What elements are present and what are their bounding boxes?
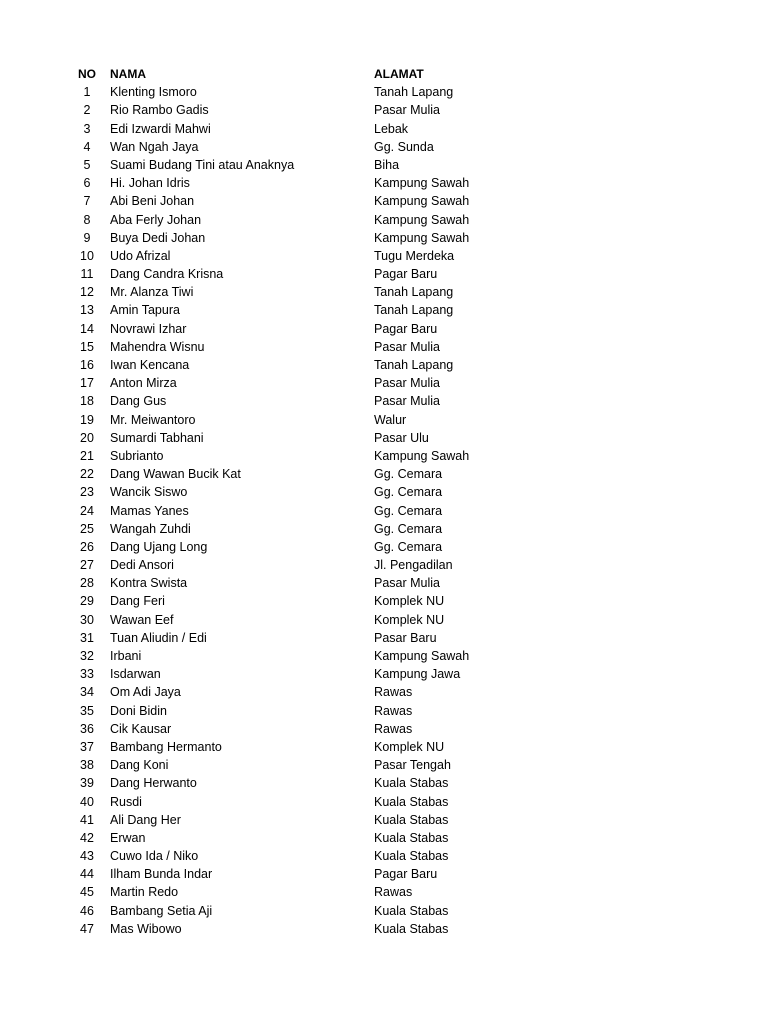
row-name: Irbani xyxy=(110,649,142,663)
row-name: Dang Gus xyxy=(110,394,167,409)
table-row xyxy=(0,229,768,247)
row-name: Buya Dedi Johan xyxy=(110,230,206,245)
row-name: Om Adi Jaya xyxy=(110,685,181,700)
row-address: Tanah Lapang xyxy=(374,303,454,318)
row-name: Rusdi xyxy=(110,794,142,809)
row-name: Rio Rambo Gadis xyxy=(110,103,209,118)
row-number: 5 xyxy=(83,157,91,172)
table-row xyxy=(0,265,768,283)
table-row xyxy=(0,83,768,101)
row-address: Tanah Lapang xyxy=(374,358,454,372)
table-row xyxy=(0,374,768,392)
table-row xyxy=(0,411,768,429)
table-row xyxy=(0,774,768,792)
row-address: Kuala Stabas xyxy=(374,903,449,918)
row-number: 30 xyxy=(80,612,94,627)
row-address: Lebak xyxy=(374,121,409,136)
row-number: 2 xyxy=(83,103,91,118)
row-number: 12 xyxy=(80,285,94,300)
row-address: Pagar Baru xyxy=(374,321,438,336)
row-number: 43 xyxy=(80,849,94,864)
table-row xyxy=(0,665,768,683)
row-number: 26 xyxy=(80,539,94,554)
row-number: 32 xyxy=(80,649,94,663)
row-name: Bambang Hermanto xyxy=(110,739,222,754)
row-number: 42 xyxy=(80,830,94,845)
table-row xyxy=(0,902,768,920)
row-name: Cik Kausar xyxy=(110,721,172,736)
row-name: Aba Ferly Johan xyxy=(110,212,202,227)
row-number: 34 xyxy=(80,685,94,700)
header-nama: NAMA xyxy=(110,67,146,81)
table-row xyxy=(0,356,768,374)
row-name: Dang Wawan Bucik Kat xyxy=(110,467,241,482)
row-number: 7 xyxy=(83,194,91,209)
table-row xyxy=(0,502,768,520)
row-address: Komplek NU xyxy=(374,594,445,609)
row-number: 18 xyxy=(80,394,94,409)
row-name: Wangah Zuhdi xyxy=(110,521,191,536)
row-number: 3 xyxy=(83,121,91,136)
row-name: Sumardi Tabhani xyxy=(110,430,204,445)
table-row xyxy=(0,556,768,574)
table-row xyxy=(0,538,768,556)
table-body xyxy=(0,83,768,938)
row-number: 36 xyxy=(80,721,94,736)
row-address: Rawas xyxy=(374,703,413,718)
row-address: Pasar Baru xyxy=(374,630,437,645)
table-row xyxy=(0,447,768,465)
row-number: 16 xyxy=(80,358,94,372)
row-name: Anton Mirza xyxy=(110,376,177,391)
row-address: Pagar Baru xyxy=(374,267,438,282)
row-name: Wawan Eef xyxy=(110,612,174,627)
row-number: 1 xyxy=(83,85,91,100)
row-name: Doni Bidin xyxy=(110,703,167,718)
row-number: 28 xyxy=(80,576,94,591)
row-address: Kampung Sawah xyxy=(374,212,470,227)
row-address: Pasar Tengah xyxy=(374,758,451,773)
table-row xyxy=(0,865,768,883)
row-number: 33 xyxy=(80,667,94,682)
row-name: Dang Ujang Long xyxy=(110,539,208,554)
row-number: 40 xyxy=(80,794,94,809)
row-name: Dang Candra Krisna xyxy=(110,267,224,282)
row-number: 15 xyxy=(80,339,94,354)
row-number: 37 xyxy=(80,739,94,754)
table-row xyxy=(0,283,768,301)
row-address: Kampung Jawa xyxy=(374,667,461,682)
row-address: Kuala Stabas xyxy=(374,921,449,936)
row-name: Dang Herwanto xyxy=(110,776,197,791)
row-name: Iwan Kencana xyxy=(110,358,190,372)
row-address: Komplek NU xyxy=(374,739,445,754)
row-name: Mamas Yanes xyxy=(110,503,189,518)
row-address: Kuala Stabas xyxy=(374,849,449,864)
row-number: 11 xyxy=(80,267,94,282)
table-row xyxy=(0,138,768,156)
row-address: Tanah Lapang xyxy=(374,285,454,300)
row-number: 8 xyxy=(83,212,91,227)
row-address: Walur xyxy=(374,412,407,427)
table-row xyxy=(0,683,768,701)
row-number: 35 xyxy=(80,703,94,718)
table-row xyxy=(0,101,768,119)
row-address: Kuala Stabas xyxy=(374,794,449,809)
row-address: Kampung Sawah xyxy=(374,176,470,191)
table-row xyxy=(0,592,768,610)
row-name: Tuan Aliudin / Edi xyxy=(110,630,207,645)
row-address: Pasar Ulu xyxy=(374,430,429,445)
row-number: 10 xyxy=(80,248,94,263)
row-name: Kontra Swista xyxy=(110,576,188,591)
name-address-table xyxy=(0,65,768,938)
row-address: Gg. Cemara xyxy=(374,485,443,500)
row-address: Pasar Mulia xyxy=(374,339,440,354)
row-address: Rawas xyxy=(374,721,413,736)
table-row xyxy=(0,429,768,447)
row-address: Kuala Stabas xyxy=(374,830,449,845)
row-name: Edi Izwardi Mahwi xyxy=(110,121,211,136)
row-address: Kampung Sawah xyxy=(374,230,470,245)
row-number: 6 xyxy=(83,176,91,191)
row-address: Kampung Sawah xyxy=(374,448,470,463)
row-number: 46 xyxy=(80,903,94,918)
row-address: Pasar Mulia xyxy=(374,376,440,391)
row-number: 39 xyxy=(80,776,94,791)
row-number: 24 xyxy=(80,503,94,518)
table-row xyxy=(0,720,768,738)
row-address: Rawas xyxy=(374,685,413,700)
table-row xyxy=(0,247,768,265)
table-row xyxy=(0,756,768,774)
table-row xyxy=(0,320,768,338)
table-row xyxy=(0,629,768,647)
row-number: 9 xyxy=(83,230,91,245)
row-number: 41 xyxy=(80,812,94,827)
row-address: Rawas xyxy=(374,885,413,900)
row-address: Pasar Mulia xyxy=(374,103,440,118)
row-name: Dang Feri xyxy=(110,594,165,609)
table-row xyxy=(0,811,768,829)
row-name: Udo Afrizal xyxy=(110,248,171,263)
row-name: Abi Beni Johan xyxy=(110,194,195,209)
row-address: Komplek NU xyxy=(374,612,445,627)
row-number: 44 xyxy=(80,867,94,882)
row-number: 17 xyxy=(80,376,94,391)
table-row xyxy=(0,829,768,847)
row-name: Klenting Ismoro xyxy=(110,85,197,100)
row-address: Gg. Cemara xyxy=(374,539,443,554)
row-address: Tugu Merdeka xyxy=(374,248,455,263)
table-row xyxy=(0,465,768,483)
row-address: Gg. Cemara xyxy=(374,467,443,482)
table-row xyxy=(0,647,768,665)
row-address: Gg. Sunda xyxy=(374,139,434,154)
row-name: Martin Redo xyxy=(110,885,179,900)
table-row xyxy=(0,793,768,811)
table-row xyxy=(0,156,768,174)
row-name: Subrianto xyxy=(110,448,164,463)
header-no: NO xyxy=(78,67,96,81)
row-name: Mahendra Wisnu xyxy=(110,339,205,354)
row-name: Amin Tapura xyxy=(110,303,180,318)
row-name: Ali Dang Her xyxy=(110,812,181,827)
row-address: Kampung Sawah xyxy=(374,194,470,209)
header-alamat: ALAMAT xyxy=(374,67,424,81)
table-row xyxy=(0,574,768,592)
row-number: 19 xyxy=(80,412,94,427)
table-row xyxy=(0,847,768,865)
table-row xyxy=(0,174,768,192)
table-row xyxy=(0,192,768,210)
row-number: 22 xyxy=(80,467,94,482)
row-number: 29 xyxy=(80,594,94,609)
row-number: 23 xyxy=(80,485,94,500)
row-name: Mr. Meiwantoro xyxy=(110,412,196,427)
table-row xyxy=(0,301,768,319)
row-name: Suami Budang Tini atau Anaknya xyxy=(110,157,295,172)
row-number: 31 xyxy=(80,630,94,645)
row-name: Wancik Siswo xyxy=(110,485,188,500)
row-number: 27 xyxy=(80,558,94,573)
row-number: 38 xyxy=(80,758,94,773)
row-name: Erwan xyxy=(110,830,146,845)
table-row xyxy=(0,392,768,410)
table-header-row xyxy=(0,65,768,83)
row-name: Cuwo Ida / Niko xyxy=(110,849,199,864)
table-row xyxy=(0,520,768,538)
table-row xyxy=(0,611,768,629)
row-address: Jl. Pengadilan xyxy=(374,558,453,573)
row-number: 13 xyxy=(80,303,94,318)
row-name: Mas Wibowo xyxy=(110,921,182,936)
row-name: Isdarwan xyxy=(110,667,161,682)
row-address: Gg. Cemara xyxy=(374,521,443,536)
row-number: 47 xyxy=(80,921,94,936)
row-name: Wan Ngah Jaya xyxy=(110,139,199,154)
row-address: Biha xyxy=(374,157,400,172)
row-address: Kuala Stabas xyxy=(374,812,449,827)
row-name: Hi. Johan Idris xyxy=(110,176,190,191)
row-address: Tanah Lapang xyxy=(374,85,454,100)
row-number: 21 xyxy=(80,448,94,463)
table-row xyxy=(0,883,768,901)
row-address: Kuala Stabas xyxy=(374,776,449,791)
row-name: Dang Koni xyxy=(110,758,169,773)
row-name: Dedi Ansori xyxy=(110,558,174,573)
row-number: 25 xyxy=(80,521,94,536)
row-name: Bambang Setia Aji xyxy=(110,903,213,918)
row-address: Gg. Cemara xyxy=(374,503,443,518)
row-name: Novrawi Izhar xyxy=(110,321,187,336)
row-number: 45 xyxy=(80,885,94,900)
row-number: 4 xyxy=(83,139,91,154)
row-address: Pasar Mulia xyxy=(374,394,440,409)
row-number: 14 xyxy=(80,321,94,336)
row-address: Pagar Baru xyxy=(374,867,438,882)
table-row xyxy=(0,483,768,501)
table-row xyxy=(0,920,768,938)
row-address: Pasar Mulia xyxy=(374,576,440,591)
table-row xyxy=(0,702,768,720)
row-name: Mr. Alanza Tiwi xyxy=(110,285,194,300)
table-row xyxy=(0,738,768,756)
row-name: Ilham Bunda Indar xyxy=(110,867,213,882)
table-row xyxy=(0,211,768,229)
row-address: Kampung Sawah xyxy=(374,649,470,663)
table-row xyxy=(0,338,768,356)
table-row xyxy=(0,120,768,138)
row-number: 20 xyxy=(80,430,94,445)
